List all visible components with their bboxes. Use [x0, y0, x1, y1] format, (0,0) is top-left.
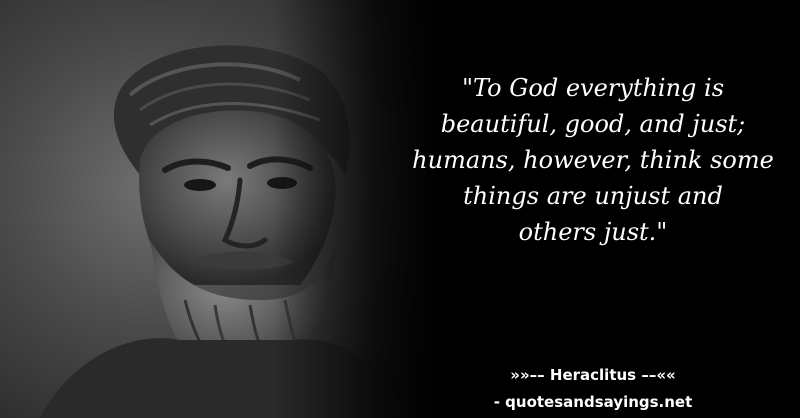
quote-line-4: things are unjust and [463, 182, 723, 210]
quote-line-2: beautiful, good, and just; [440, 110, 746, 138]
quote-line-3: humans, however, think some [412, 146, 774, 174]
quote-line-5: others just." [518, 218, 668, 246]
quote-author: »»–– Heraclitus ––«« [510, 366, 676, 384]
quote-source: - quotesandsayings.net [493, 393, 693, 411]
quote-text [398, 70, 788, 250]
quote-line-1: "To God everything is [461, 74, 725, 102]
